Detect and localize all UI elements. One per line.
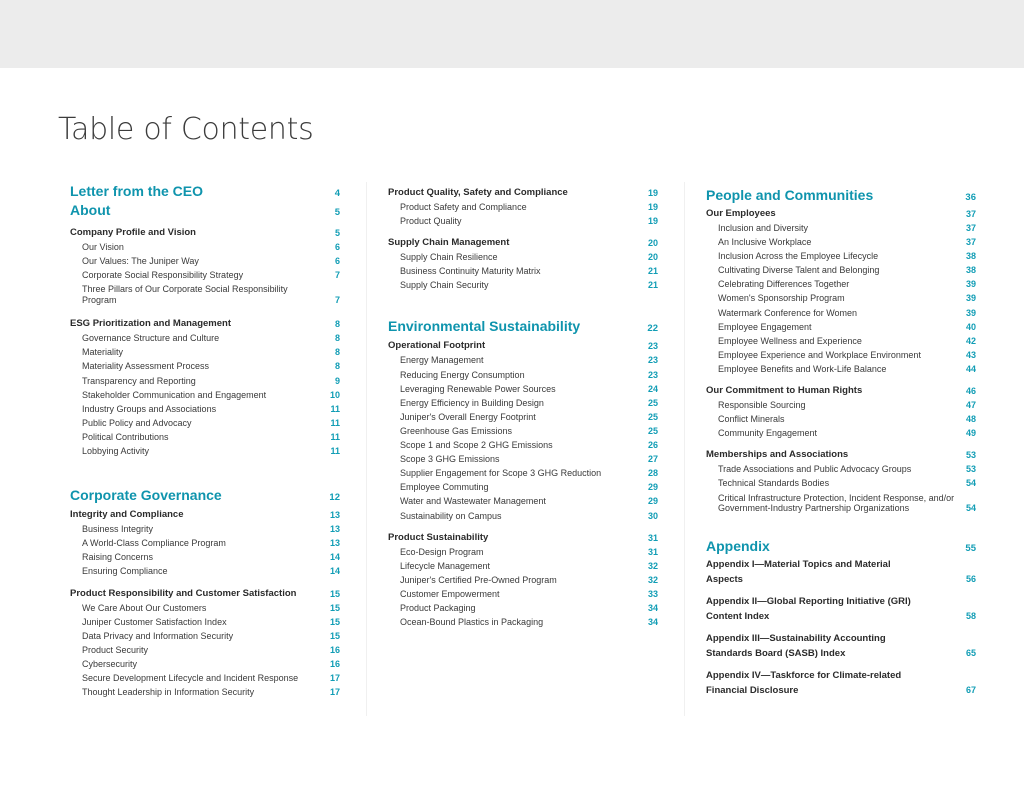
toc-section-memberships[interactable]: Memberships and Associations 53 [706, 449, 976, 461]
toc-section-product-responsibility[interactable]: Product Responsibility and Customer Satisfaction 15 [70, 587, 340, 599]
toc-major-people[interactable]: People and Communities 36 [706, 187, 976, 203]
toc-item[interactable]: Eco-Design Program 31 [400, 546, 658, 557]
toc-item[interactable]: Three Pillars of Our Corporate Social Responsibility Program 7 [82, 284, 340, 305]
toc-item[interactable]: Political Contributions 11 [82, 431, 340, 442]
toc-column-3 [706, 187, 976, 698]
toc-item[interactable]: Stakeholder Communication and Engagement 10 [82, 389, 340, 400]
toc-item[interactable]: Customer Empowerment 33 [400, 588, 658, 599]
toc-major-appendix[interactable]: Appendix 55 [706, 537, 976, 554]
toc-item[interactable]: Supplier Engagement for Scope 3 GHG Reduction 28 [400, 468, 658, 479]
toc-item[interactable]: Water and Wastewater Management 29 [400, 496, 658, 507]
toc-item[interactable]: Watermark Conference for Women 39 [718, 307, 976, 318]
toc-item[interactable]: Employee Benefits and Work-Life Balance 44 [718, 363, 976, 374]
toc-item[interactable]: Technical Standards Bodies 54 [718, 478, 976, 489]
toc-item[interactable]: Employee Experience and Workplace Environment 43 [718, 349, 976, 360]
toc-item[interactable]: Juniper's Overall Energy Footprint 25 [400, 411, 658, 422]
toc-column-1 [70, 183, 340, 699]
toc-item[interactable]: Scope 3 GHG Emissions 27 [400, 454, 658, 465]
toc-section-product-sustainability[interactable]: Product Sustainability 31 [388, 531, 658, 543]
toc-section-employees[interactable]: Our Employees 37 [706, 208, 976, 219]
toc-item[interactable]: Secure Development Lifecycle and Incident Response 17 [82, 672, 340, 683]
toc-item[interactable]: Business Integrity 13 [82, 524, 340, 535]
toc-item[interactable]: Community Engagement 49 [718, 428, 976, 439]
toc-item[interactable]: Supply Chain Security 21 [400, 280, 658, 291]
toc-item[interactable]: Employee Engagement 40 [718, 321, 976, 332]
toc-section-esg[interactable]: ESG Prioritization and Management 8 [70, 318, 340, 330]
toc-appendix-item[interactable]: Appendix II—Global Reporting Initiative (GRI) Content Index 58 [706, 595, 976, 622]
toc-item[interactable]: Trade Associations and Public Advocacy Groups 53 [718, 464, 976, 475]
toc-item[interactable]: Juniper Customer Satisfaction Index 15 [82, 616, 340, 627]
top-banner [0, 0, 1024, 68]
toc-item[interactable]: Conflict Minerals 48 [718, 414, 976, 425]
toc-major-governance[interactable]: Corporate Governance 12 [70, 487, 340, 504]
toc-major-environmental[interactable]: Environmental Sustainability 22 [388, 318, 658, 335]
toc-item[interactable]: Sustainability on Campus 30 [400, 510, 658, 521]
toc-item[interactable]: Corporate Social Responsibility Strategy 7 [82, 270, 340, 281]
toc-item[interactable]: A World-Class Compliance Program 13 [82, 538, 340, 549]
page-title: Table of Contents [58, 112, 314, 147]
toc-item[interactable]: Lobbying Activity 11 [82, 446, 340, 457]
toc-item[interactable]: Raising Concerns 14 [82, 552, 340, 563]
toc-major-letter[interactable]: Letter from the CEO 4 [70, 183, 340, 199]
toc-item[interactable]: Women's Sponsorship Program 39 [718, 293, 976, 304]
toc-item[interactable]: Product Security 16 [82, 644, 340, 655]
column-divider [684, 182, 685, 716]
toc-item[interactable]: Product Packaging 34 [400, 602, 658, 613]
toc-item[interactable]: Celebrating Differences Together 39 [718, 279, 976, 290]
toc-item[interactable]: Supply Chain Resilience 20 [400, 252, 658, 263]
toc-item[interactable]: Scope 1 and Scope 2 GHG Emissions 26 [400, 440, 658, 451]
toc-section-supply-chain[interactable]: Supply Chain Management 20 [388, 237, 658, 249]
column-divider [366, 182, 367, 716]
toc-section-profile[interactable]: Company Profile and Vision 5 [70, 227, 340, 238]
toc-item[interactable]: Ensuring Compliance 14 [82, 566, 340, 577]
toc-item[interactable]: We Care About Our Customers 15 [82, 602, 340, 613]
toc-item[interactable]: Materiality Assessment Process 8 [82, 361, 340, 372]
toc-item[interactable]: Industry Groups and Associations 11 [82, 403, 340, 414]
toc-appendix-item[interactable]: Appendix I—Material Topics and Material Aspects 56 [706, 558, 976, 585]
toc-item[interactable]: Lifecycle Management 32 [400, 560, 658, 571]
toc-item[interactable]: Product Safety and Compliance 19 [400, 202, 658, 212]
toc-item[interactable]: Inclusion and Diversity 37 [718, 223, 976, 233]
toc-major-about[interactable]: About 5 [70, 202, 340, 218]
toc-item[interactable]: Energy Efficiency in Building Design 25 [400, 397, 658, 408]
toc-item[interactable]: Cybersecurity 16 [82, 658, 340, 669]
toc-item[interactable]: Energy Management 23 [400, 355, 658, 366]
toc-item[interactable]: Juniper's Certified Pre-Owned Program 32 [400, 574, 658, 585]
toc-item[interactable]: Business Continuity Maturity Matrix 21 [400, 266, 658, 277]
toc-section-integrity[interactable]: Integrity and Compliance 13 [70, 509, 340, 521]
toc-item[interactable]: Inclusion Across the Employee Lifecycle 38 [718, 251, 976, 262]
toc-column-2 [388, 186, 658, 629]
toc-item[interactable]: Data Privacy and Information Security 15 [82, 630, 340, 641]
toc-item[interactable]: Thought Leadership in Information Security 17 [82, 687, 340, 698]
toc-item[interactable]: Ocean-Bound Plastics in Packaging 34 [400, 617, 658, 628]
toc-item[interactable]: Product Quality 19 [400, 216, 658, 227]
toc-item[interactable]: Materiality 8 [82, 347, 340, 358]
toc-item[interactable]: Reducing Energy Consumption 23 [400, 369, 658, 380]
toc-item[interactable]: Greenhouse Gas Emissions 25 [400, 425, 658, 436]
toc-item[interactable]: Transparency and Reporting 9 [82, 375, 340, 386]
toc-item[interactable]: Employee Wellness and Experience 42 [718, 335, 976, 346]
toc-section-pqsc[interactable]: Product Quality, Safety and Compliance 19 [388, 187, 658, 198]
toc-item[interactable]: Governance Structure and Culture 8 [82, 333, 340, 344]
toc-appendix-item[interactable]: Appendix III—Sustainability Accounting Standards Board (SASB) Index 65 [706, 632, 976, 659]
toc-item[interactable]: Cultivating Diverse Talent and Belonging 38 [718, 265, 976, 276]
toc-appendix-item[interactable]: Appendix IV—Taskforce for Climate-related Financial Disclosure 67 [706, 669, 976, 696]
toc-item[interactable]: Public Policy and Advocacy 11 [82, 417, 340, 428]
toc-item[interactable]: Our Vision 6 [82, 242, 340, 252]
toc-section-operational[interactable]: Operational Footprint 23 [388, 340, 658, 352]
toc-item[interactable]: Responsible Sourcing 47 [718, 400, 976, 411]
toc-item[interactable]: An Inclusive Workplace 37 [718, 237, 976, 248]
toc-item[interactable]: Our Values: The Juniper Way 6 [82, 256, 340, 267]
toc-section-human-rights[interactable]: Our Commitment to Human Rights 46 [706, 385, 976, 397]
toc-item[interactable]: Leveraging Renewable Power Sources 24 [400, 383, 658, 394]
toc-item[interactable]: Critical Infrastructure Protection, Incident Response, and/or Government-Industry Partnership Organizations 54 [718, 492, 976, 513]
toc-item[interactable]: Employee Commuting 29 [400, 482, 658, 493]
